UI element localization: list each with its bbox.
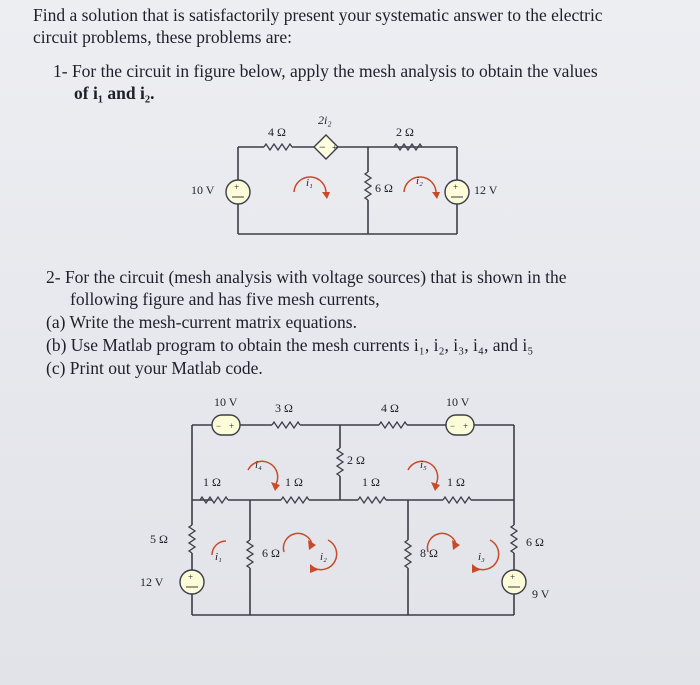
label-r1-d: 1 Ω	[447, 475, 465, 489]
svg-text:+: +	[188, 572, 194, 582]
svg-text:+: +	[332, 143, 338, 154]
resistor-4ohm-top	[379, 422, 407, 428]
resistor-1ohm-a	[200, 497, 228, 503]
svg-text:−: −	[450, 421, 456, 431]
problem1-line-1: 1- For the circuit in figure below, apply the mesh analysis to obtain the values	[53, 61, 598, 81]
resistor-1ohm-b	[281, 497, 309, 503]
resistor-6ohm-middle	[247, 540, 253, 568]
label-10v-left: 10 V	[214, 395, 238, 409]
label-i1: i₁	[306, 177, 313, 189]
label-r1-a: 1 Ω	[203, 475, 221, 489]
resistor-8ohm	[405, 540, 411, 568]
resistor-3ohm	[272, 422, 300, 428]
label-i1: i₁	[215, 551, 222, 563]
label-12v: 12 V	[474, 183, 498, 197]
svg-text:−: −	[319, 140, 326, 154]
label-r1-b: 1 Ω	[285, 475, 303, 489]
label-12v: 12 V	[140, 575, 164, 589]
intro-line-1: Find a solution that is satisfactorily present your systematic answer to the electric	[33, 5, 603, 25]
label-i2: i₂	[320, 551, 327, 563]
mesh-current-arrow-i4	[248, 461, 278, 484]
label-r1-c: 1 Ω	[362, 475, 380, 489]
resistor-5ohm	[189, 525, 195, 553]
resistor-6ohm-right	[511, 525, 517, 553]
intro-line-2: circuit problems, these problems are:	[33, 27, 293, 47]
label-i4: i₄	[255, 459, 262, 471]
problem2-part-b: (b) Use Matlab program to obtain the mesh currents i₁, i₂, i₃, i₄, and i₅	[46, 335, 534, 355]
svg-text:+: +	[234, 182, 240, 192]
svg-text:−: −	[216, 421, 222, 431]
label-r6-middle: 6 Ω	[262, 546, 280, 560]
label-10v-right: 10 V	[446, 395, 470, 409]
label-r6-right: 6 Ω	[526, 535, 544, 549]
svg-text:+: +	[229, 421, 235, 431]
label-9v: 9 V	[532, 587, 550, 601]
problem2-part-a: (a) Write the mesh-current matrix equations.	[46, 312, 357, 332]
label-r2: 2 Ω	[347, 453, 365, 467]
problem2-part-c: (c) Print out your Matlab code.	[46, 358, 263, 378]
problem1-line-2: of i₁ and i₂.	[74, 83, 155, 103]
problem2-line-2: following figure and has five mesh currents,	[70, 289, 380, 309]
label-r5: 5 Ω	[150, 532, 168, 546]
resistor-1ohm-c	[358, 497, 386, 503]
label-r4: 4 Ω	[268, 125, 286, 139]
label-i3: i₃	[478, 551, 485, 563]
label-r3: 3 Ω	[275, 401, 293, 415]
label-r8: 8 Ω	[420, 546, 438, 560]
label-r6: 6 Ω	[375, 181, 393, 195]
resistor-1ohm-d	[443, 497, 471, 503]
label-i2: i₂	[416, 175, 423, 187]
label-r2: 2 Ω	[396, 125, 414, 139]
label-dep-source: 2i₂	[318, 113, 332, 127]
label-i5: i₅	[420, 459, 427, 471]
svg-text:+: +	[510, 572, 516, 582]
problem2-line-1: 2- For the circuit (mesh analysis with voltage sources) that is shown in the	[46, 267, 567, 287]
label-r4: 4 Ω	[381, 401, 399, 415]
resistor-2ohm	[337, 448, 343, 476]
label-10v: 10 V	[191, 183, 215, 197]
svg-text:+: +	[453, 182, 459, 192]
svg-text:+: +	[463, 421, 469, 431]
